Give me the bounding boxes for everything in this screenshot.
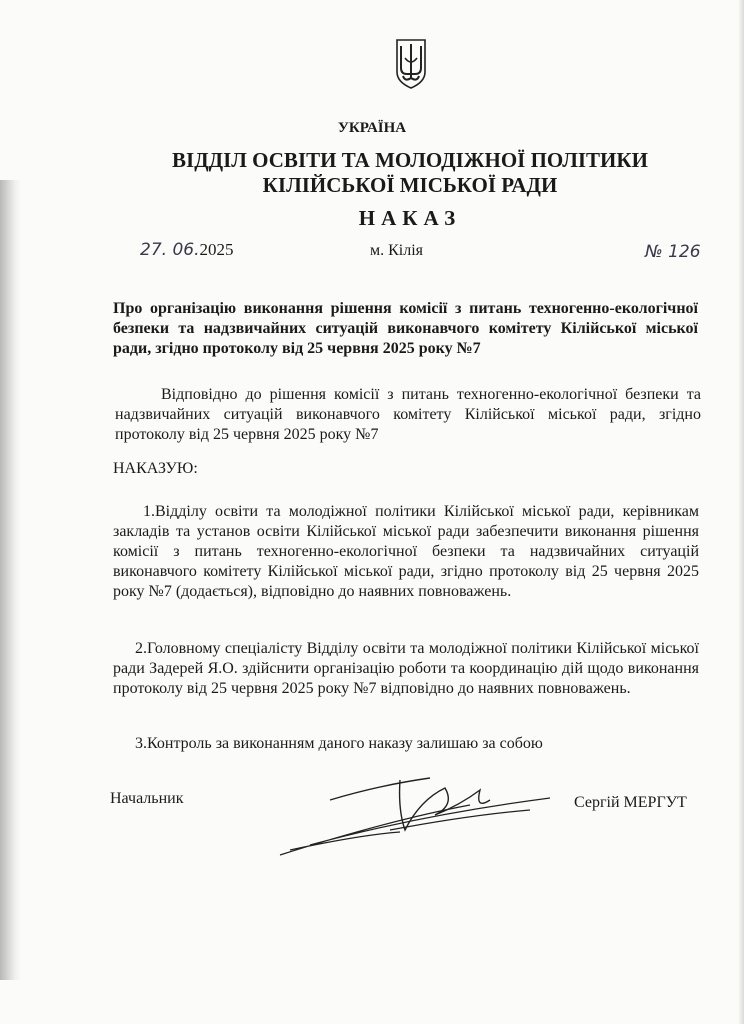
scan-shadow <box>0 180 22 980</box>
trident-icon <box>395 38 427 90</box>
order-item-2: 2.Головному спеціалісту Відділу освіти та молодіжної політики Кілійської міської ради Задерей Я.О. здійснити організацію роботи та координацію дій щодо виконання протоколу від 25 червня 2025 року №7 відповідно до наявних повноважень. <box>113 640 699 697</box>
date-handwritten: 27. 06. <box>140 240 200 260</box>
org-line-1: ВІДДІЛ ОСВІТИ ТА МОЛОДІЖНОЇ ПОЛІТИКИ <box>172 148 648 172</box>
document-date <box>140 240 233 260</box>
order-title: Про організацію виконання рішення комісії з питань техногенно-екологічної безпеки та надзвичайних ситуацій виконавчого комітету Кілійської міської ради, згідно протоколу від 25 червня 2025 року №7 <box>113 300 698 357</box>
signatory-name: Сергій МЕРГУТ <box>574 794 687 811</box>
handwritten-signature <box>270 760 570 860</box>
order-item-3: 3.Контроль за виконанням даного наказу залишаю за собою <box>135 735 543 752</box>
document-city: м. Кілія <box>370 242 424 259</box>
document-number <box>645 242 701 262</box>
signatory-role: Начальник <box>110 790 184 807</box>
basis-paragraph: Відповідно до рішення комісії з питань техногенно-екологічної безпеки та надзвичайних ситуацій виконавчого комітету Кілійської міської ради, згідно протоколу від 25 червня 2025 року №7 <box>115 386 701 443</box>
date-year: 2025 <box>199 240 234 259</box>
number-handwritten: 126 <box>668 242 701 262</box>
document-type: НАКАЗ <box>358 206 462 230</box>
order-word: НАКАЗУЮ: <box>113 460 198 477</box>
org-line-2: КІЛІЙСЬКОЇ МІСЬКОЇ РАДИ <box>262 173 558 197</box>
order-item-1: 1.Відділу освіти та молодіжної політики Кілійської міської ради, керівникам закладів та установ освіти Кілійської міської ради забезпечити виконання рішення комісії з питань техногенно-екологічної безпеки та надзвичайних ситуацій виконавчого комітету Кілійської міської ради, згідно протоколу від 25 червня 2025 року №7 (додається), відповідно до наявних повноважень. <box>113 503 699 600</box>
organization-name <box>0 148 744 198</box>
number-prefix: № <box>645 242 663 262</box>
country-name: УКРАЇНА <box>337 120 407 136</box>
